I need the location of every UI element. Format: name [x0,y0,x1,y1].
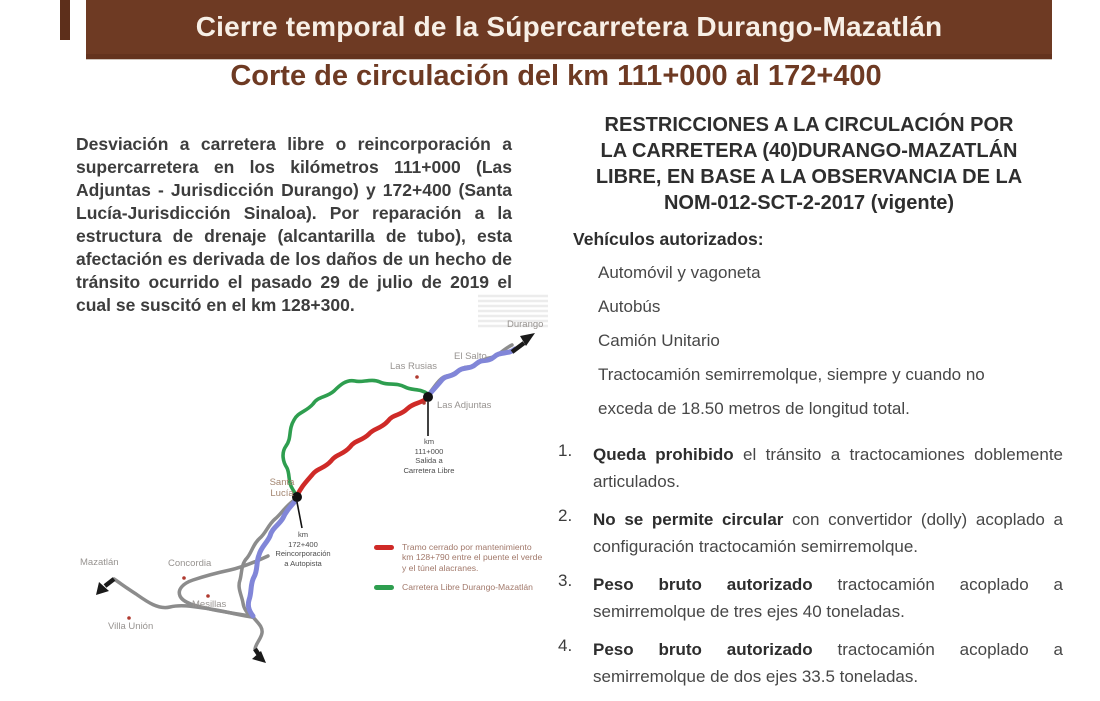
las-adjuntas-junction-dot [423,392,433,402]
legend-swatch-red [374,545,394,550]
restriction-item-4 [552,636,1066,690]
map-label-mazatlan: Mazatlán [80,557,119,568]
item-number: 1. [558,441,573,460]
callout-km172-line4: a Autopista [284,558,322,568]
item-rest: tractocamión acoplado a semirremolque de tres ejes 40 toneladas. [593,575,1063,621]
map-label-santa-lucia-line2: Lucía [270,488,294,499]
route-map [58,280,558,666]
intro-paragraph: Desviación a carretera libre o reincorporación a supercarretera en los kilómetros 111+000 (Las Adjuntas - Jurisdicción Durango) y 172+400 (Santa Lucía-Jurisdicción Sinaloa). Por reparación a la estructura de drenaje (alcantarilla de tubo), esta afectación es derivada de los daños de un hecho de tránsito ocurrido el pasado 29 de julio de 2019 el cual se suscitó en el km 128+300. [76,133,512,315]
vehicle-item: Tractocamión semirremolque, siempre y cuando no exceda de 18.50 metros de longitud total. [598,365,985,418]
item-bold-lead: No se permite circular [593,510,784,529]
restrictions-heading-line3: LIBRE, EN BASE A LA OBSERVANCIA DE LA [595,166,1023,188]
restriction-item-2 [552,506,1066,560]
item-rest: con convertidor (dolly) acoplado a configuración tractocamión semirremolque. [593,510,1063,556]
item-rest: tractocamión acoplado a semirremolque de dos ejes 33.5 toneladas. [593,640,1063,686]
callout-km111-line2: 111+000 [414,446,444,456]
vehicle-item: Camión Unitario [598,331,720,350]
item-text [593,571,1063,625]
item-number: 2. [558,506,573,525]
restrictions-heading-line4: NOM-012-SCT-2-2017 (vigente) [663,192,955,214]
callout-km172-line1: km [297,530,309,539]
map-label-durango: Durango [507,319,544,330]
restrictions-numbered-list [552,441,1066,690]
header-banner [86,0,1052,59]
callout-km111-line4: Carretera Libre [403,465,455,475]
map-label-las-adjuntas: Las Adjuntas [437,400,492,411]
map-label-villa-union: Villa Unión [108,621,154,632]
item-number: 4. [558,636,573,655]
map-label-santa-lucia-line1: Santa [269,477,295,488]
south-exit-arrow-icon [252,649,266,663]
page-edge-mark [60,0,70,40]
vehicle-item: Autobús [598,297,661,316]
item-text [593,636,1063,690]
map-label-el-salto: El Salto [454,351,487,362]
authorized-vehicles-list [598,256,1038,426]
callout-km111-line1: km [423,437,435,446]
restrictions-heading-line2: LA CARRETERA (40)DURANGO-MAZATLÁN [600,140,1018,162]
map-legend [374,542,558,602]
durango-arrow-icon [512,333,535,352]
legend-item-carretera-libre [374,582,558,592]
restriction-item-1 [552,441,1066,495]
item-bold-lead: Peso bruto autorizado [593,640,813,659]
item-text [593,506,1063,560]
legend-closed-line3: y el túnel alacranes. [402,562,479,573]
legend-text-carretera-libre: Carretera Libre Durango-Mazatlán [402,582,533,593]
mazatlan-arrow-icon [96,579,114,595]
legend-closed-line1: Tramo cerrado por mantenimiento [402,542,532,552]
callout-km111 [391,437,467,475]
legend-swatch-green [374,585,394,590]
authorized-vehicles-label: Vehículos autorizados: [573,229,764,249]
map-label-santa-lucia [267,477,297,499]
restrictions-heading-line1: RESTRICCIONES A LA CIRCULACIÓN POR [604,114,1014,136]
page-title: Cierre temporal de la Súpercarretera Durango-Mazatlán [195,11,943,42]
route-map-canvas [58,280,558,666]
map-label-mesillas: Mesillas [192,599,227,610]
callout-km172-line3: Reincorporación [275,549,331,559]
legend-item-tramo-cerrado [374,542,558,573]
item-text [593,441,1063,495]
page-subtitle: Corte de circulación del km 111+000 al 172+400 [230,60,882,92]
item-bold-lead: Peso bruto autorizado [593,575,813,594]
legend-closed-line2: km 128+790 entre el puente el verde [402,552,543,563]
map-label-concordia: Concordia [168,558,212,569]
restriction-item-3 [552,571,1066,625]
restrictions-panel [552,112,1066,701]
restrictions-heading [552,112,1066,216]
map-label-las-rusias: Las Rusias [390,361,437,372]
legend-text-tramo-cerrado [402,542,542,573]
route-otras-vias-line [114,345,512,649]
callout-km111-line3: Salida a [415,456,443,466]
item-bold-lead: Queda prohibido [593,445,734,464]
item-rest: el tránsito a tractocamiones doblemente articulados. [593,445,1063,491]
callout-km172 [258,530,348,568]
item-number: 3. [558,571,573,590]
vehicle-item: Automóvil y vagoneta [598,263,761,282]
callout-km172-line2: 172+400 [288,539,318,549]
